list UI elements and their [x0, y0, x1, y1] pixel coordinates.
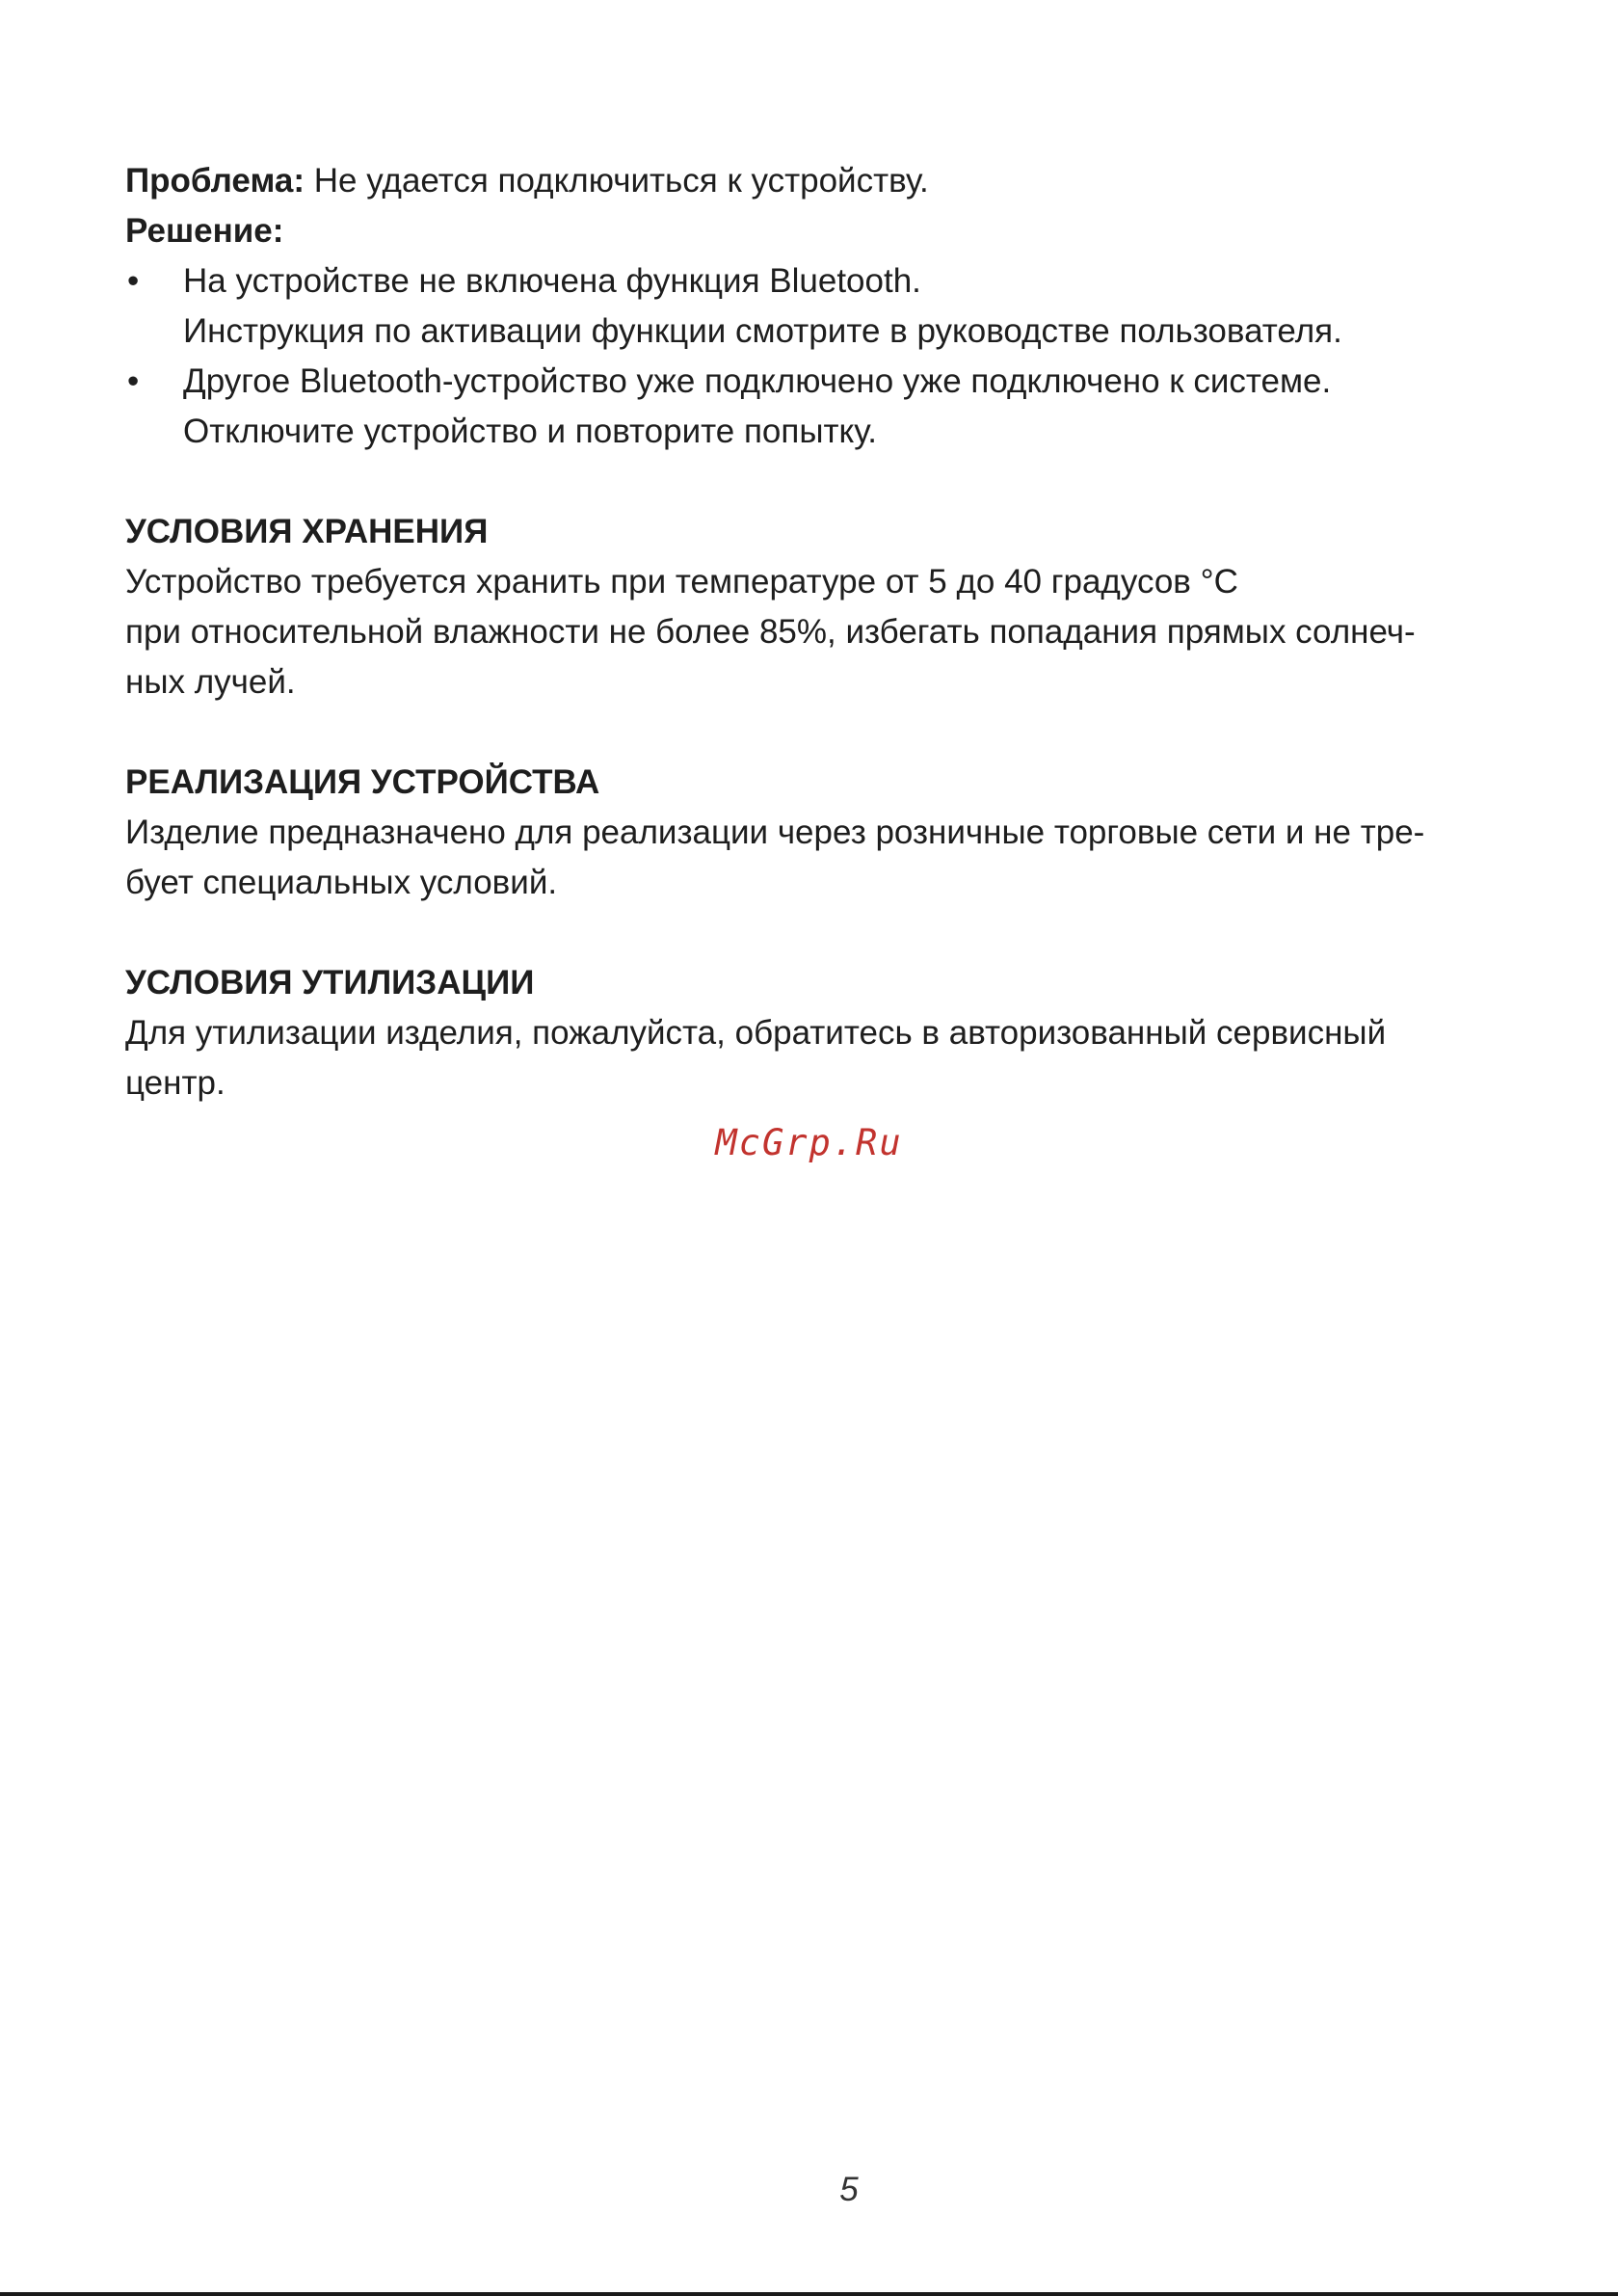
solution-list	[125, 256, 1513, 457]
section-storage	[125, 507, 1513, 707]
section-line: при относительной влажности не более 85%, избегать попадания прямых солнеч-	[125, 613, 1416, 651]
list-item-line: Отключите устройство и повторите попытку.	[183, 413, 877, 450]
problem-label: Проблема:	[125, 162, 305, 200]
bottom-divider	[0, 2292, 1618, 2296]
solution-label: Решение:	[125, 212, 284, 250]
page-number: 5	[839, 2171, 859, 2208]
section-line: Изделие предназначено для реализации через розничные торговые сети и не тре-	[125, 814, 1425, 851]
list-item	[125, 357, 1513, 457]
section-title: РЕАЛИЗАЦИЯ УСТРОЙСТВА	[125, 763, 600, 801]
section-line: ных лучей.	[125, 663, 296, 701]
bullet-icon: •	[127, 262, 140, 300]
list-item-line: На устройстве не включена функция Bluetooth.	[183, 262, 921, 300]
section-sale	[125, 758, 1513, 908]
section-title: УСЛОВИЯ УТИЛИЗАЦИИ	[125, 964, 535, 1001]
bullet-icon: •	[127, 362, 140, 400]
section-line: Для утилизации изделия, пожалуйста, обратитесь в авторизованный сервисный	[125, 1014, 1387, 1052]
list-item	[125, 256, 1513, 357]
section-disposal	[125, 958, 1513, 1108]
section-line: бует специальных условий.	[125, 864, 558, 901]
watermark-text: McGrp.Ru	[715, 1122, 903, 1163]
problem-text: Не удается подключиться к устройству.	[305, 162, 929, 200]
section-title: УСЛОВИЯ ХРАНЕНИЯ	[125, 513, 489, 550]
section-line: центр.	[125, 1064, 225, 1102]
problem-line	[125, 156, 1513, 206]
list-item-line: Инструкция по активации функции смотрите в руководстве пользователя.	[183, 312, 1342, 350]
page-content	[125, 156, 1513, 1108]
list-item-line: Другое Bluetooth-устройство уже подключено уже подключено к системе.	[183, 362, 1332, 400]
section-line: Устройство требуется хранить при температуре от 5 до 40 градусов °C	[125, 563, 1238, 601]
